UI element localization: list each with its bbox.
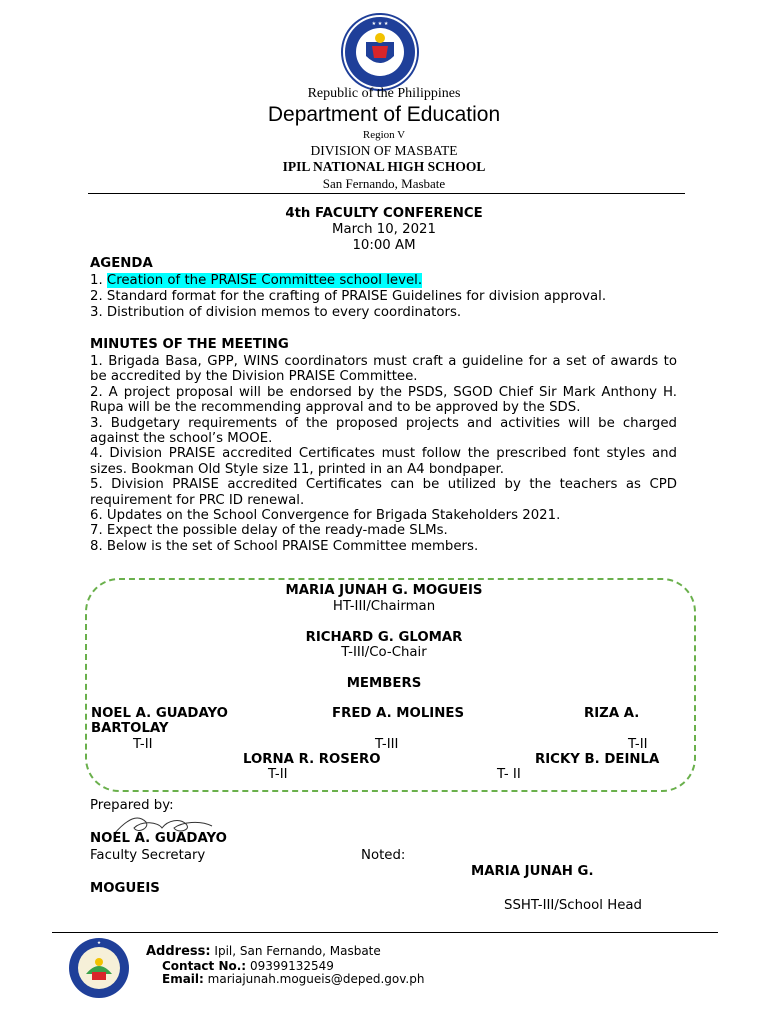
minutes-list [90,354,677,554]
member-role: T-III [375,737,399,752]
member-role: T-II [133,737,153,752]
preparer-role: Faculty Secretary [90,848,206,863]
member-name-part: BARTOLAY [91,721,169,736]
prepared-by-label: Prepared by: [90,798,174,813]
agenda-item-number: 1. [90,273,107,288]
member-role: T- II [497,767,521,782]
school-name: IPIL NATIONAL HIGH SCHOOL [282,159,486,174]
minutes-item: 7. Expect the possible delay of the ready-made SLMs. [90,523,448,539]
agenda-heading: AGENDA [90,256,153,271]
conference-time: 10:00 AM [352,238,416,253]
school-head-name-part: MARIA JUNAH G. [471,864,594,879]
department-title: Department of Education [267,103,501,126]
svg-text:★: ★ [96,941,102,946]
footer-email [162,972,424,986]
member-name-part: RIZA A. [584,706,640,721]
agenda-item [90,273,422,288]
school-location: San Fernando, Masbate [322,176,446,191]
conference-date: March 10, 2021 [332,222,436,237]
minutes-item: 8. Below is the set of School PRAISE Committee members. [90,538,479,554]
deped-seal-logo [320,12,440,92]
school-head-role: SSHT-III/School Head [504,898,642,913]
email-label: Email: [162,972,204,986]
agenda-item: 3. Distribution of division memos to every coordinators. [90,305,462,320]
minutes-item: 2. A project proposal will be endorsed by the PSDS, SGOD Chief Sir Mark Anthony H. Rupa will be the recommending approval and to be approved by the SDS. [90,384,677,416]
minutes-heading: MINUTES OF THE MEETING [90,337,289,352]
email-value[interactable]: mariajunah.mogueis@deped.gov.ph [207,972,425,986]
footer-divider [52,932,718,933]
conference-title: 4th FACULTY CONFERENCE [285,206,483,221]
footer-address [146,944,381,959]
school-logo [64,936,134,1000]
agenda-item: 2. Standard format for the crafting of PRAISE Guidelines for division approval. [90,289,607,304]
division-line: DIVISION OF MASBATE [310,143,458,158]
address-value: Ipil, San Fernando, Masbate [214,944,381,958]
region-line: Region V [362,129,406,141]
cochair-name: RICHARD G. GLOMAR [305,630,463,645]
header-divider [88,193,685,194]
agenda-item-highlighted-text: Creation of the PRAISE Committee school level. [106,273,423,288]
republic-line: Republic of the Philippines [307,86,461,101]
minutes-item: 6. Updates on the School Convergence for Brigada Stakeholders 2021. [90,508,561,524]
member-name: NOEL A. GUADAYO [91,706,228,721]
members-heading: MEMBERS [346,676,422,691]
minutes-item: 5. Division PRAISE accredited Certificates can be utilized by the teachers as CPD requirement for PRC ID renewal. [90,477,677,508]
minutes-item: 4. Division PRAISE accredited Certificates must follow the prescribed font styles and sizes. Bookman Old Style size 11, printed in an A4 bondpaper. [90,446,677,477]
address-label: Address: [146,944,211,959]
chair-name: MARIA JUNAH G. MOGUEIS [285,583,483,598]
contact-label: Contact No.: [162,959,247,973]
svg-text:★ ★ ★: ★ ★ ★ [371,21,389,27]
minutes-item: 1. Brigada Basa, GPP, WINS coordinators must craft a guideline for a set of awards to be accredited by the Division PRAISE Committee. [90,354,677,385]
member-role: T-II [628,737,648,752]
contact-value: 09399132549 [249,959,334,973]
minutes-item: 3. Budgetary requirements of the proposed projects and activities will be charged against the school’s MOOE. [90,415,677,447]
school-head-name-part: MOGUEIS [90,881,160,896]
preparer-name: NOEL A. GUADAYO [90,831,227,846]
member-name: RICKY B. DEINLA [535,752,660,767]
noted-label: Noted: [361,848,406,863]
chair-role: HT-III/Chairman [332,599,436,614]
cochair-role: T-III/Co-Chair [341,645,427,660]
member-name: LORNA R. ROSERO [243,752,381,767]
footer-contact [162,959,334,973]
member-name: FRED A. MOLINES [332,706,465,721]
member-role: T-II [268,767,288,782]
